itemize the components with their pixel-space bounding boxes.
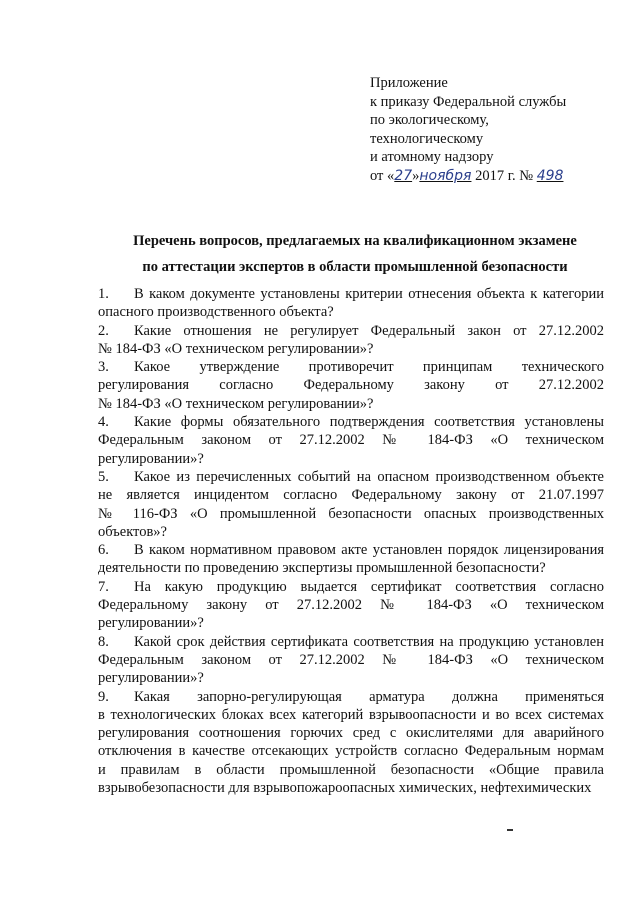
question-line (98, 633, 604, 651)
question-line (98, 779, 604, 797)
question-line (98, 706, 604, 724)
question-text: не является инцидентом согласно Федеральному закону от 21.07.1997 (98, 487, 604, 504)
question-line (98, 395, 604, 413)
question-number: 1. (98, 286, 109, 302)
question-text: № 116-ФЗ «О промышленной безопасности опасных производственных (98, 505, 604, 522)
question-line (98, 541, 604, 559)
question-line (98, 376, 604, 394)
appendix-line: к приказу Федеральной службы (370, 93, 567, 110)
question-item (98, 413, 604, 468)
question-line (98, 413, 604, 431)
question-text: регулирования согласно Федеральному закону от 27.12.2002 (98, 377, 604, 394)
handwritten-month: ноября (419, 167, 472, 184)
question-text: Какой срок действия сертификата соответствия на продукцию установлен (134, 633, 604, 650)
question-line (98, 468, 604, 486)
question-line (98, 505, 604, 523)
question-text: Какая запорно-регулирующая арматура должна применяться (134, 688, 604, 705)
question-text: В каком нормативном правовом акте установлен порядок лицензирования (134, 542, 604, 559)
document-title (100, 228, 610, 280)
question-text: Какое из перечисленных событий на опасном производственном объекте (134, 468, 604, 485)
question-text: взрывобезопасности для взрывопожароопасных химических, нефтехимических (98, 780, 592, 797)
question-line (98, 669, 604, 687)
question-line (98, 651, 604, 669)
question-number: 9. (98, 688, 109, 705)
appendix-line: Приложение (370, 75, 448, 91)
question-item (98, 468, 604, 541)
question-number: 2. (98, 322, 109, 339)
question-text: опасного производственного объекта? (98, 304, 334, 321)
date-mid: » (412, 167, 420, 184)
question-text: Федеральным законом от 27.12.2002 № 184-ФЗ «О техническом (98, 651, 604, 668)
question-item (98, 578, 604, 633)
question-text: Какие отношения не регулирует Федеральный закон от 27.12.2002 (134, 322, 604, 339)
order-date-line (370, 167, 566, 186)
question-text: № 184-ФЗ «О техническом регулировании»? (98, 395, 374, 412)
question-number: 8. (98, 633, 109, 650)
question-line (98, 614, 604, 632)
question-item (98, 358, 604, 413)
appendix-header (370, 74, 566, 185)
question-text: Федеральному закону от 27.12.2002 № 184-ФЗ «О техническом (98, 597, 604, 614)
question-text: деятельности по проведению экспертизы промышленной безопасности? (98, 560, 546, 577)
question-text: На какую продукцию выдается сертификат соответствия согласно (134, 578, 604, 595)
question-line (98, 761, 604, 779)
handwritten-day: 27 (394, 167, 413, 184)
question-item (98, 688, 604, 798)
question-line (98, 340, 604, 358)
question-text: Какое утверждение противоречит принципам технического (134, 359, 604, 376)
question-text: в технологических блоках всех категорий взрывоопасности и во всех системах (98, 706, 604, 723)
question-text: регулировании»? (98, 670, 204, 687)
appendix-line: технологическому (370, 130, 484, 147)
question-line (98, 688, 604, 706)
question-item (98, 541, 604, 578)
question-line (98, 578, 604, 596)
question-number: 4. (98, 414, 109, 431)
question-line (98, 322, 604, 340)
question-text: регулировании»? (98, 450, 204, 467)
question-text: Федеральным законом от 27.12.2002 № 184-ФЗ «О техническом (98, 432, 604, 449)
handwritten-number: 498 (536, 167, 564, 184)
question-line (98, 724, 604, 742)
question-text: объектов»? (98, 523, 167, 540)
questions-list (98, 285, 604, 797)
question-line (98, 450, 604, 468)
question-text: отключения в качестве отсекающих устройств согласно Федеральным нормам (98, 743, 604, 760)
question-number: 7. (98, 578, 109, 595)
question-number: 3. (98, 359, 109, 376)
question-line (98, 358, 604, 376)
question-text: № 184-ФЗ «О техническом регулировании»? (98, 340, 374, 357)
question-item (98, 633, 604, 688)
question-line (98, 486, 604, 504)
question-text: Какие формы обязательного подтверждения соответствия установлены (134, 414, 604, 431)
question-line (98, 303, 604, 321)
appendix-line: по экологическому, (370, 112, 489, 128)
question-text: и правилам в области промышленной безопасности «Общие правила (98, 761, 604, 778)
question-line (98, 523, 604, 541)
question-item (98, 285, 604, 322)
question-number: 6. (98, 542, 109, 559)
appendix-line: и атомному надзору (370, 149, 494, 165)
title-line: Перечень вопросов, предлагаемых на квалификационном экзамене (133, 233, 577, 249)
scan-mark (507, 829, 513, 831)
title-line: по аттестации экспертов в области промышленной безопасности (142, 259, 568, 275)
question-line (98, 285, 604, 303)
question-line (98, 596, 604, 614)
question-line (98, 559, 604, 577)
question-line (98, 431, 604, 449)
question-text: регулирования соотношения горючих сред с окислителями для аварийного (98, 725, 604, 742)
question-line (98, 742, 604, 760)
question-number: 5. (98, 468, 109, 485)
date-prefix: от « (370, 167, 395, 184)
question-item (98, 322, 604, 359)
question-text: В каком документе установлены критерии отнесения объекта к категории (134, 286, 604, 302)
question-text: регулировании»? (98, 615, 204, 632)
year-text: 2017 г. № (471, 167, 537, 184)
